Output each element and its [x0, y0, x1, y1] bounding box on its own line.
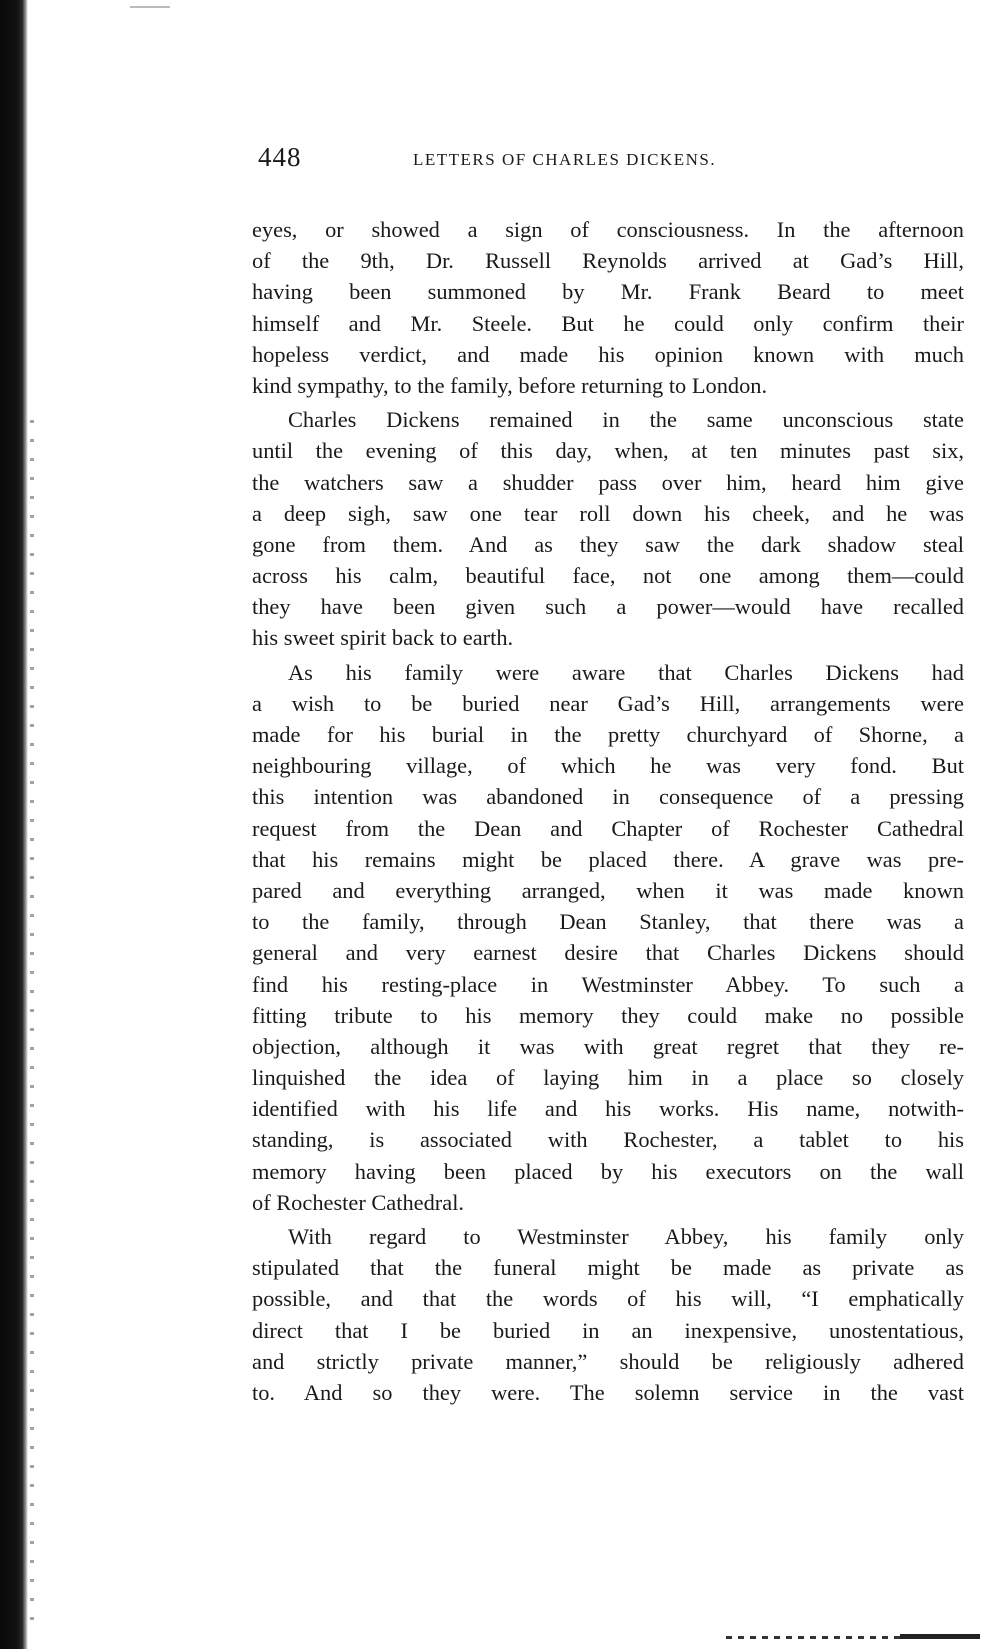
- text-line: eyes, or showed a sign of consciousness. In the afternoon: [252, 217, 964, 242]
- text-line: stipulated that the funeral might be made as private as: [252, 1255, 964, 1281]
- text-line: a wish to be buried near Gad’s Hill, arrangements were: [252, 690, 964, 716]
- text-line: neighbouring village, of which he was very fond. But: [252, 753, 964, 779]
- text-line: Charles Dickens remained in the same unconscious state: [288, 407, 964, 433]
- text-line: the watchers saw a shudder pass over him, heard him give: [252, 469, 964, 495]
- text-line: of the 9th, Dr. Russell Reynolds arrived at Gad’s Hill,: [252, 248, 964, 274]
- text-line: fitting tribute to his memory they could make no possible: [252, 1002, 964, 1028]
- text-line: As his family were aware that Charles Dickens had: [288, 659, 964, 685]
- text-line: a deep sigh, saw one tear roll down his cheek, and he was: [252, 500, 964, 526]
- text-line: With regard to Westminster Abbey, his family only: [288, 1224, 964, 1249]
- text-line: to. And so they were. The solemn service in the vast: [252, 1379, 964, 1405]
- text-line: and strictly private manner,” should be religiously adhered: [252, 1348, 964, 1374]
- text-line: general and very earnest desire that Charles Dickens should: [252, 940, 964, 966]
- paragraph: [252, 404, 964, 654]
- text-line: until the evening of this day, when, at ten minutes past six,: [252, 438, 964, 464]
- text-line: identified with his life and his works. His name, notwith-: [252, 1096, 964, 1122]
- text-line: kind sympathy, to the family, before returning to London.: [252, 372, 768, 398]
- page-header: [258, 142, 966, 182]
- paragraph: [252, 657, 964, 1218]
- binding-edge: [0, 0, 28, 1649]
- paragraph: [252, 214, 964, 401]
- text-line: that his remains might be placed there. A grave was pre-: [252, 846, 964, 872]
- scan-edge-mark: [900, 1634, 980, 1639]
- text-line: direct that I be buried in an inexpensive, unostentatious,: [252, 1317, 964, 1343]
- paragraph: [252, 1221, 964, 1408]
- text-line: standing, is associated with Rochester, a tablet to his: [252, 1127, 964, 1153]
- text-line: this intention was abandoned in consequence of a pressing: [252, 784, 964, 810]
- text-line: having been summoned by Mr. Frank Beard to meet: [252, 279, 964, 305]
- text-line: gone from them. And as they saw the dark shadow steal: [252, 531, 964, 557]
- text-line: possible, and that the words of his will, “I emphatically: [252, 1286, 964, 1312]
- binding-shadow: [30, 420, 34, 1620]
- page-number: 448: [258, 142, 302, 172]
- text-line: made for his burial in the pretty churchyard of Shorne, a: [252, 722, 964, 747]
- text-line: hopeless verdict, and made his opinion known with much: [252, 341, 964, 367]
- text-line: of Rochester Cathedral.: [252, 1189, 465, 1215]
- text-line: request from the Dean and Chapter of Rochester Cathedral: [252, 815, 964, 841]
- text-line: find his resting-place in Westminster Abbey. To such a: [252, 971, 964, 997]
- text-line: memory having been placed by his executors on the wall: [252, 1158, 964, 1184]
- running-title: LETTERS OF CHARLES DICKENS.: [413, 150, 717, 169]
- text-line: they have been given such a power—would have recalled: [252, 594, 964, 620]
- text-line: to the family, through Dean Stanley, that there was a: [252, 909, 964, 935]
- scan-mark: [130, 6, 170, 8]
- text-line: across his calm, beautiful face, not one among them—could: [252, 563, 964, 589]
- text-line: himself and Mr. Steele. But he could only confirm their: [252, 310, 964, 336]
- text-line: his sweet spirit back to earth.: [252, 625, 514, 651]
- text-line: objection, although it was with great regret that they re-: [252, 1033, 964, 1059]
- body-text: [252, 214, 964, 1408]
- text-line: pared and everything arranged, when it was made known: [252, 877, 964, 903]
- text-line: linquished the idea of laying him in a place so closely: [252, 1065, 964, 1091]
